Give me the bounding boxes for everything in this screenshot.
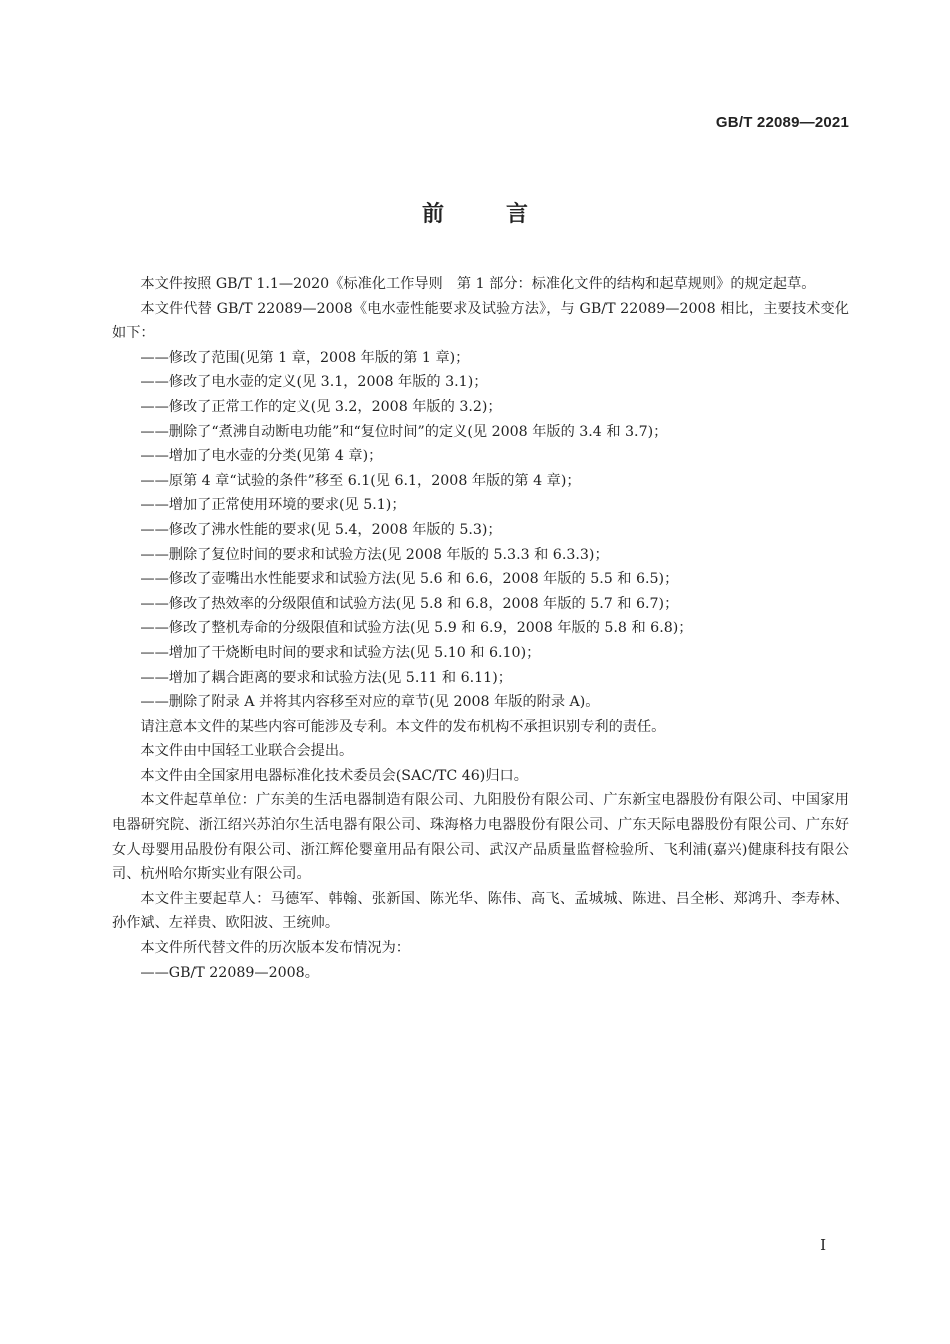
- page-title: 前言: [421, 202, 590, 227]
- change-item: ——修改了正常工作的定义(见 3.2，2008 年版的 3.2)；: [140, 398, 502, 415]
- document-body: [112, 272, 849, 985]
- change-item: ——修改了电水壶的定义(见 3.1，2008 年版的 3.1)；: [140, 374, 488, 391]
- change-item: ——删除了“煮沸自动断电功能”和“复位时间”的定义(见 2008 年版的 3.4 和 3.7)；: [140, 423, 668, 440]
- paragraph-proposer: 本文件由中国轻工业联合会提出。: [140, 743, 354, 760]
- change-item: ——修改了范围(见第 1 章，2008 年版的第 1 章)；: [140, 349, 470, 366]
- change-item: ——增加了正常使用环境的要求(见 5.1)；: [140, 497, 406, 514]
- standard-code: GB/T 22089—2021: [715, 114, 849, 131]
- change-item: ——增加了电水壶的分类(见第 4 章)；: [140, 448, 383, 465]
- change-item: ——修改了沸水性能的要求(见 5.4，2008 年版的 5.3)；: [140, 521, 502, 538]
- change-item: ——原第 4 章“试验的条件”移至 6.1(见 6.1，2008 年版的第 4 章)；: [140, 472, 581, 489]
- paragraph-history-intro: 本文件所代替文件的历次版本发布情况为：: [140, 940, 410, 957]
- paragraph-drafters: 本文件主要起草人：马德军、韩翰、张新国、陈光华、陈伟、高飞、孟城城、陈进、吕全彬、郑鸿升、李寿林、孙作斌、左祥贵、欧阳波、王统帅。: [112, 890, 849, 932]
- change-item: ——增加了耦合距离的要求和试验方法(见 5.11 和 6.11)；: [140, 669, 512, 686]
- change-item: ——增加了干烧断电时间的要求和试验方法(见 5.10 和 6.10)；: [140, 644, 541, 661]
- change-item: ——修改了整机寿命的分级限值和试验方法(见 5.9 和 6.9，2008 年版的 5.8 和 6.8)；: [140, 620, 693, 637]
- paragraph-replacement: 本文件代替 GB/T 22089—2008《电水壶性能要求及试验方法》，与 GB/T 22089—2008 相比，主要技术变化如下：: [112, 300, 849, 342]
- paragraph-patent-notice: 请注意本文件的某些内容可能涉及专利。本文件的发布机构不承担识别专利的责任。: [140, 718, 666, 735]
- history-item: ——GB/T 22089—2008。: [140, 964, 319, 981]
- change-item: ——修改了壶嘴出水性能要求和试验方法(见 5.6 和 6.6，2008 年版的 5.5 和 6.5)；: [140, 571, 679, 588]
- change-item: ——删除了复位时间的要求和试验方法(见 2008 年版的 5.3.3 和 6.3.3)；: [140, 546, 609, 563]
- paragraph-drafting-basis: 本文件按照 GB/T 1.1—2020《标准化工作导则 第 1 部分：标准化文件的结构和起草规则》的规定起草。: [140, 276, 816, 292]
- change-item: ——修改了热效率的分级限值和试验方法(见 5.8 和 6.8，2008 年版的 5.7 和 6.7)；: [140, 595, 679, 612]
- paragraph-committee: 本文件由全国家用电器标准化技术委员会(SAC/TC 46)归口。: [140, 767, 528, 784]
- paragraph-drafting-units: 本文件起草单位：广东美的生活电器制造有限公司、九阳股份有限公司、广东新宝电器股份有限公司、中国家用电器研究院、浙江绍兴苏泊尔生活电器有限公司、珠海格力电器股份有限公司、广东天际电器股份有限公司、广东好女人母婴用品股份有限公司、浙江辉伦婴童用品有限公司、武汉产品质量监督检验所、飞利浦(嘉兴)健康科技有限公司、杭州哈尔斯实业有限公司。: [112, 792, 849, 883]
- page-number: I: [820, 1236, 826, 1254]
- change-item: ——删除了附录 A 并将其内容移至对应的章节(见 2008 年版的附录 A)。: [140, 694, 600, 711]
